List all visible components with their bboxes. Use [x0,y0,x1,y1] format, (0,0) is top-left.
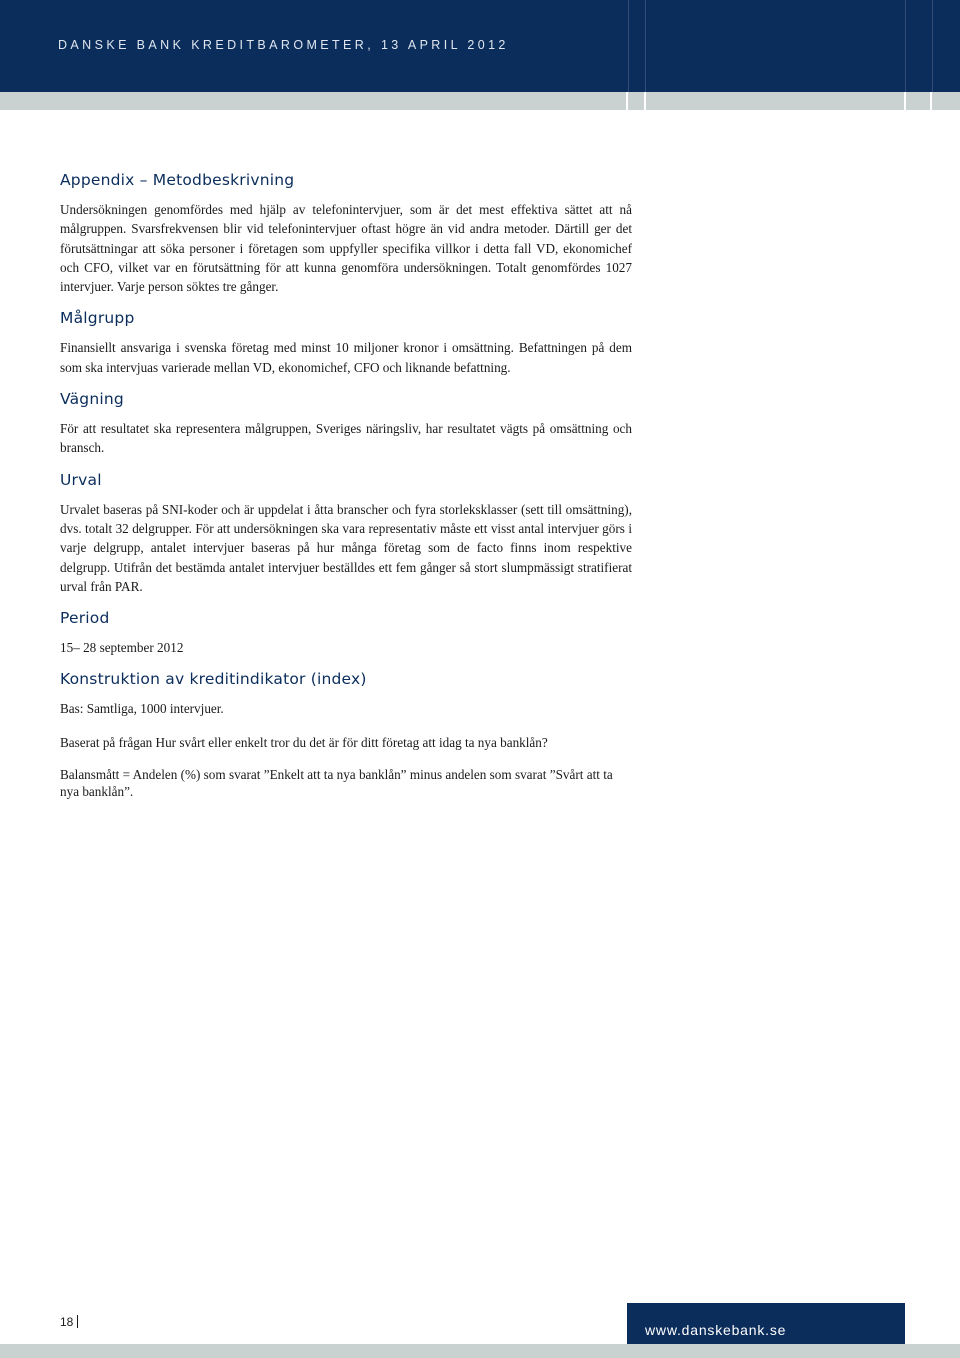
header-divider [628,0,629,92]
header-strip [0,92,960,110]
page-number-divider [77,1315,78,1328]
section-heading-method: Appendix – Metodbeskrivning [60,171,295,189]
section-heading-weighting: Vägning [60,390,124,409]
sample-paragraph: Urvalet baseras på SNI-koder och är uppdelat i åtta branscher och fyra storleksklasser (sett till omsättning), dvs. totalt 32 delgrupper. För att undersökningen ska vara representativ måste ett visst antal intervjuer görs i varje delgrupp, antalet intervjuer baseras på hur många företag som de facto finns inom respektive delgrupp. Utifrån det bestämda antalet intervjuer beställdes ett fem gånger så stort slumpmässigt stratifierat urval från PAR. [60,501,632,594]
section-heading-index: Konstruktion av kreditindikator (index) [60,670,367,689]
section-heading-period: Period [60,609,110,628]
page-number-value: 18 [60,1315,74,1329]
index-question-paragraph: Baserat på frågan Hur svårt eller enkelt tror du det är för ditt företag att idag ta nya banklån? [60,734,548,750]
index-base-paragraph: Bas: Samtliga, 1000 intervjuer. [60,701,224,717]
header-divider [905,0,906,92]
section-heading-target-group: Målgrupp [60,309,135,328]
index-balance-paragraph: Balansmått = Andelen (%) som svarat ”Enkelt att ta nya banklån” minus andelen som svarat ”Svårt att ta nya banklån”. [60,767,613,800]
target-group-paragraph: Finansiellt ansvariga i svenska företag med minst 10 miljoner kronor i omsättning. Befattningen på dem som ska intervjuas varierade mellan VD, ekonomichef, CFO och liknande befattning. [60,340,632,375]
page-number [60,1315,78,1329]
strip-mark [644,92,646,110]
method-paragraph: Undersökningen genomfördes med hjälp av telefonintervjuer, som är det mest effektiva sättet att nå målgruppen. Svarsfrekvensen blir vid telefonintervjuer oftast högre än vid andra metoder. Därtill ger det förutsättningar att söka personer i företagen som uppfyller specifika villkor i detta fall VD, ekonomichef och CFO, vilket var en förutsättning för att kunna genomföra undersökningen. Totalt genomfördes 1027 intervjuer. Varje person söktes tre gånger. [60,202,632,295]
footer-strip [0,1344,960,1358]
header-divider [645,0,646,92]
strip-mark [904,92,906,110]
main-content [60,168,632,800]
strip-mark [626,92,628,110]
period-paragraph: 15– 28 september 2012 [60,640,184,656]
strip-mark [930,92,932,110]
header-divider [932,0,933,92]
report-title: DANSKE BANK KREDITBAROMETER, 13 APRIL 2012 [58,38,509,52]
weighting-paragraph: För att resultatet ska representera målgruppen, Sveriges näringsliv, har resultatet vägts på omsättning och bransch. [60,421,632,456]
section-heading-sample: Urval [60,470,102,489]
website-link[interactable]: www.danskebank.se [645,1322,787,1338]
